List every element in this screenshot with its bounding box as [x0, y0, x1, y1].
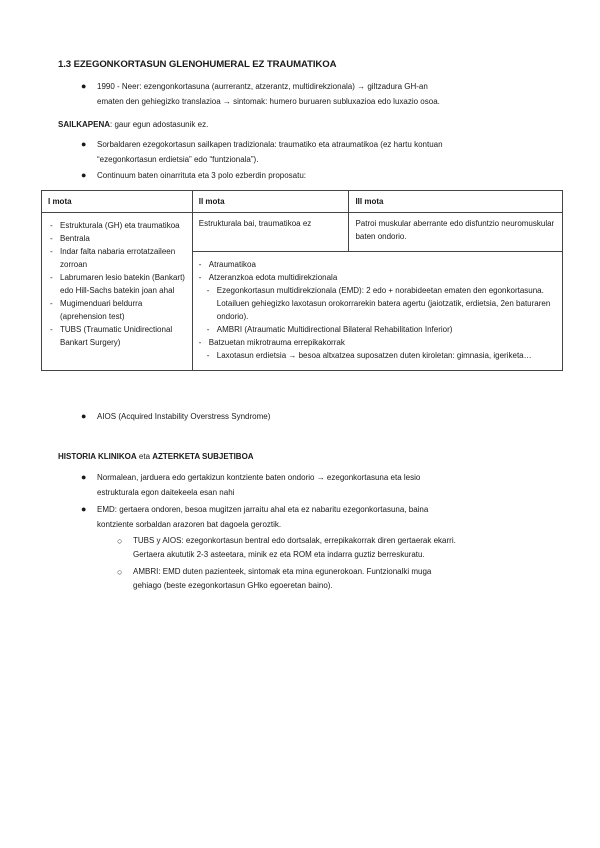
- list-item: - Atzeranzkoa edota multidirekzionala: [199, 271, 556, 284]
- list-item: - AMBRI (Atraumatic Multidirectional Bilateral Rehabilitation Inferior): [199, 323, 556, 336]
- historia-label-mid: eta: [136, 452, 153, 461]
- list-item: - Atraumatikoa: [199, 258, 556, 271]
- type-1-cell: [42, 213, 193, 371]
- instability-types-table: [41, 190, 563, 371]
- list-item: - Batzuetan mikrotrauma errepikakorrak: [199, 336, 556, 349]
- header-type-1: I mota: [42, 191, 193, 213]
- table-header-row: [42, 191, 563, 213]
- sailkapena-text: : gaur egun adostasunik ez.: [110, 120, 209, 129]
- historia-bullet-1-line-2: estrukturala egon daitekeela esan nahi: [97, 488, 235, 497]
- bullet-icon: ●: [81, 504, 87, 514]
- hollow-bullet-icon: ○: [117, 536, 123, 546]
- historia-sub-bullet-2: [117, 565, 432, 593]
- historia-sub-1-line-1: TUBS y AIOS: ezegonkortasun bentral edo dortsalak, errepikakorrak diren gertaerak ekarri.: [133, 536, 456, 545]
- aios-bullet: [81, 409, 271, 424]
- merged-list: [199, 258, 556, 362]
- historia-label-2: AZTERKETA SUBJETIBOA: [152, 452, 254, 461]
- historia-bullet-2-line-2: kontziente sorbaldan arazoren bat dagoela geroztik.: [97, 520, 282, 529]
- list-item: - Mugimenduari beldurra (aprehension test): [50, 297, 186, 323]
- intro-line-2: ematen den gehiegizko translazioa → sintomak: humero buruaren subluxazioa edo luxazio osoa.: [97, 97, 440, 106]
- sailkapena-label: SAILKAPENA: [58, 120, 111, 129]
- list-item: - Bentrala: [50, 232, 186, 245]
- historia-sub-bullet-1: [117, 534, 456, 562]
- bullet-icon: ●: [81, 472, 87, 482]
- table-row: [42, 213, 563, 252]
- sailkapena-bullet-2-text: Continuum baten oinarrituta eta 3 polo ezberdin proposatu:: [97, 171, 307, 180]
- sailkapena-bullet-1: [81, 137, 443, 167]
- type-3-cell: Patroi muskular aberrante edo disfuntzio neuromuskular baten ondorio.: [349, 213, 563, 252]
- bullet-icon: ●: [81, 139, 87, 149]
- section-title: 1.3 EZEGONKORTASUN GLENOHUMERAL EZ TRAUMATIKOA: [58, 59, 337, 70]
- list-item: - Estrukturala (GH) eta traumatikoa: [50, 219, 186, 232]
- sailkapena-line: [58, 118, 208, 132]
- historia-bullet-2-line-1: EMD: gertaera ondoren, besoa mugitzen jarraitu ahal eta ez nabaritu ezegonkortasuna, baina: [97, 505, 429, 514]
- historia-sub-2-line-2: gehiago (beste ezegonkortasun GHko egoeretan baino).: [133, 581, 333, 590]
- aios-text: AIOS (Acquired Instability Overstress Syndrome): [97, 412, 271, 421]
- historia-sub-1-line-2: Gertaera akututik 2-3 asteetara, minik ez eta ROM eta indarra guztiz berreskuratu.: [133, 550, 425, 559]
- list-item: - Laxotasun erdietsia → besoa altxatzea suposatzen duten kiroletan: gimnasia, igeriketa…: [199, 349, 556, 362]
- historia-bullet-1-line-1: Normalean, jarduera edo gertakizun kontziente baten ondorio → ezegonkortasuna eta lesio: [97, 473, 421, 482]
- hollow-bullet-icon: ○: [117, 567, 123, 577]
- list-item: - Ezegonkortasun multidirekzionala (EMD): 2 edo + norabideetan ematen den egonkortasuna. Lotailuen gehiegizko laxotasun orokorrarekin batera agertu (jaiotzatik, erdietsia, 2en baturaren ondorio).: [199, 284, 556, 323]
- sailkapena-bullet-1-line-2: “ezegonkortasun erdietsia” edo “funtzionala”).: [97, 155, 259, 164]
- sailkapena-bullet-1-line-1: Sorbaldaren ezegokortasun sailkapen tradizionala: traumatiko eta atraumatikoa (ez hartu kontuan: [97, 140, 443, 149]
- list-item: - Labrumaren lesio batekin (Bankart) edo Hill-Sachs batekin joan ahal: [50, 271, 186, 297]
- type-2-cell: Estrukturala bai, traumatikoa ez: [192, 213, 349, 252]
- list-item: - Indar falta nabaria errotatzaileen zorroan: [50, 245, 186, 271]
- intro-line-1: 1990 - Neer: ezengonkortasuna (aurrerantz, atzerantz, multidirekzionala) → giltzadura GH-an: [97, 82, 428, 91]
- historia-bullet-2: [81, 502, 429, 532]
- header-type-2: II mota: [192, 191, 349, 213]
- type-1-list: [50, 219, 186, 349]
- bullet-icon: ●: [81, 411, 87, 421]
- sailkapena-bullet-2: [81, 168, 307, 183]
- list-item: - TUBS (Traumatic Unidirectional Bankart Surgery): [50, 323, 186, 349]
- bullet-icon: ●: [81, 170, 87, 180]
- historia-heading: [58, 450, 254, 464]
- historia-label-1: HISTORIA KLINIKOA: [58, 452, 137, 461]
- historia-sub-2-line-1: AMBRI: EMD duten pazienteek, sintomak eta mina egunerokoan. Funtzionalki muga: [133, 567, 432, 576]
- type-2-3-merged-cell: [192, 252, 562, 371]
- intro-bullet: [81, 79, 440, 109]
- bullet-icon: ●: [81, 81, 87, 91]
- historia-bullet-1: [81, 470, 421, 500]
- header-type-3: III mota: [349, 191, 563, 213]
